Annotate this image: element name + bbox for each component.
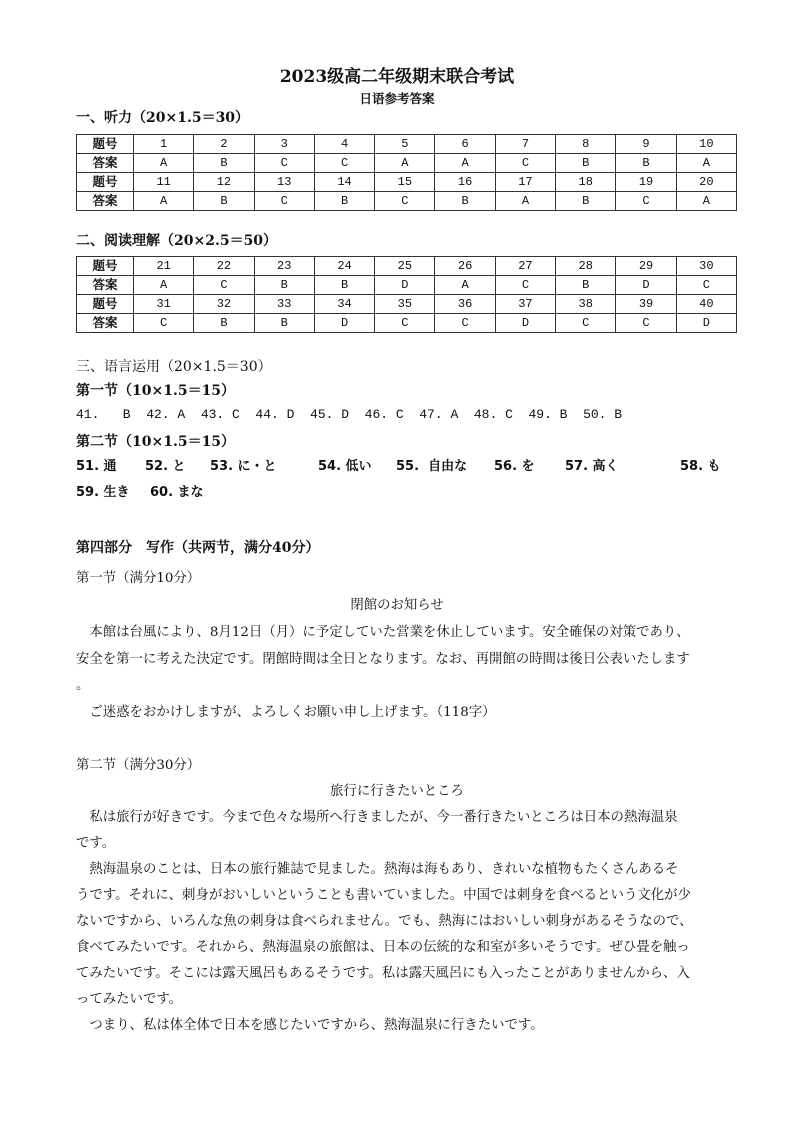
essay-line: です。 [76, 836, 116, 851]
question-number-cell: 36 [435, 295, 495, 314]
answer-cell: B [616, 154, 676, 173]
essay-line: ご迷惑をおかけしますが、よろしくお願い申し上げます。（118字） [76, 704, 496, 720]
essay-line: 。 [76, 678, 90, 693]
question-number-cell: 37 [495, 295, 555, 314]
question-number-cell: 5 [375, 135, 435, 154]
question-number-cell: 15 [375, 173, 435, 192]
row-label: 答案 [77, 154, 134, 173]
answer-cell: B [194, 154, 254, 173]
question-number-cell: 17 [495, 173, 555, 192]
part4-heading: 第四部分 写作（共两节，满分40分） [76, 540, 320, 556]
answer-cell: C [616, 314, 676, 333]
question-number-cell: 40 [676, 295, 736, 314]
writing-section2-essay-title: 旅行に行きたいところ [330, 784, 464, 799]
question-number-row [77, 295, 737, 314]
fill-in-answer: 58. も [680, 459, 721, 474]
row-label: 题号 [77, 295, 134, 314]
answer-cell: C [375, 314, 435, 333]
part2-heading: 二、阅读理解（20×2.5＝50） [76, 233, 278, 249]
row-label: 题号 [77, 173, 134, 192]
question-number-cell: 30 [676, 257, 736, 276]
essay-line: うです。それに、刺身がおいしいということも書いていました。中国では刺身を食べるという文化が少 [76, 888, 691, 903]
answer-cell: C [375, 192, 435, 211]
answer-cell: A [134, 192, 194, 211]
essay-line: 熱海温泉のことは、日本の旅行雑誌で見ました。熱海は海もあり、きれいな植物もたくさんあるそ [76, 862, 679, 877]
answer-cell: A [375, 154, 435, 173]
question-number-cell: 8 [556, 135, 616, 154]
question-number-cell: 32 [194, 295, 254, 314]
fill-in-answer: 52. と [145, 459, 186, 474]
answer-cell: A [134, 276, 194, 295]
answer-cell: C [495, 276, 555, 295]
question-number-cell: 23 [254, 257, 314, 276]
question-number-cell: 38 [556, 295, 616, 314]
question-number-cell: 9 [616, 135, 676, 154]
answer-cell: D [676, 314, 736, 333]
answer-cell: B [435, 192, 495, 211]
row-label: 题号 [77, 135, 134, 154]
writing-section1-essay-title: 閉館のお知らせ [350, 598, 444, 613]
answer-cell: D [495, 314, 555, 333]
question-number-cell: 29 [616, 257, 676, 276]
fill-in-answer: 59. 生き [76, 485, 130, 500]
part3-heading: 三、语言运用（20×1.5＝30） [76, 359, 272, 375]
answer-cell: B [556, 154, 616, 173]
essay-line: 私は旅行が好きです。今まで色々な場所へ行きましたが、今一番行きたいところは日本の熱海温泉 [76, 810, 678, 825]
part1-heading: 一、听力（20×1.5＝30） [76, 110, 250, 126]
answer-cell: C [676, 276, 736, 295]
row-label: 答案 [77, 314, 134, 333]
question-number-cell: 4 [314, 135, 374, 154]
question-number-row [77, 257, 737, 276]
question-number-cell: 33 [254, 295, 314, 314]
question-number-cell: 12 [194, 173, 254, 192]
answer-row [77, 314, 737, 333]
question-number-cell: 22 [194, 257, 254, 276]
question-number-cell: 1 [134, 135, 194, 154]
answer-cell: C [254, 192, 314, 211]
essay-line: 安全を第一に考えた決定です。閉館時間は全日となります。なお、再開館の時間は後日公表いたします [76, 651, 690, 667]
question-number-cell: 24 [314, 257, 374, 276]
answer-cell: D [616, 276, 676, 295]
question-number-cell: 28 [556, 257, 616, 276]
question-number-cell: 19 [616, 173, 676, 192]
writing-section2-heading: 第二节（满分30分） [76, 758, 201, 773]
row-label: 答案 [77, 276, 134, 295]
answer-cell: C [254, 154, 314, 173]
answer-cell: A [134, 154, 194, 173]
question-number-cell: 7 [495, 135, 555, 154]
question-number-cell: 25 [375, 257, 435, 276]
answer-cell: C [314, 154, 374, 173]
answer-cell: C [194, 276, 254, 295]
question-number-cell: 18 [556, 173, 616, 192]
question-number-cell: 2 [194, 135, 254, 154]
fill-in-answer: 53. に・と [210, 459, 277, 474]
fill-in-answer: 57. 高く [565, 459, 619, 474]
question-number-cell: 3 [254, 135, 314, 154]
row-label: 答案 [77, 192, 134, 211]
fill-in-answer: 56. を [494, 459, 535, 474]
document-subtitle: 日语参考答案 [359, 91, 435, 106]
answer-cell: B [254, 314, 314, 333]
answer-cell: D [375, 276, 435, 295]
fill-in-answer: 55. 自由な [396, 459, 468, 474]
writing-section1-heading: 第一节（满分10分） [76, 571, 201, 586]
question-number-cell: 20 [676, 173, 736, 192]
document-title: 2023级高二年级期末联合考试 [279, 67, 515, 87]
question-number-cell: 10 [676, 135, 736, 154]
answer-cell: A [435, 276, 495, 295]
essay-line: てみたいです。そこには露天風呂もあるそうです。私は露天風呂にも入ったことがありませんから、入 [76, 966, 690, 981]
answer-cell: B [556, 192, 616, 211]
question-number-cell: 13 [254, 173, 314, 192]
part1-answer-table [76, 134, 737, 211]
answer-cell: C [556, 314, 616, 333]
answer-row [77, 276, 737, 295]
question-number-cell: 39 [616, 295, 676, 314]
row-label: 题号 [77, 257, 134, 276]
answer-cell: B [314, 276, 374, 295]
fill-in-answer: 51. 通 [76, 459, 117, 474]
question-number-cell: 21 [134, 257, 194, 276]
part3-section2-heading: 第二节（10×1.5＝15） [76, 434, 236, 450]
question-number-cell: 11 [134, 173, 194, 192]
question-number-cell: 26 [435, 257, 495, 276]
question-number-cell: 6 [435, 135, 495, 154]
answer-cell: C [616, 192, 676, 211]
fill-in-answer: 54. 低い [318, 459, 372, 474]
answer-cell: C [134, 314, 194, 333]
question-number-row [77, 135, 737, 154]
question-number-cell: 27 [495, 257, 555, 276]
answer-cell: A [435, 154, 495, 173]
answer-cell: B [194, 192, 254, 211]
question-number-cell: 16 [435, 173, 495, 192]
answer-row [77, 192, 737, 211]
answer-cell: A [676, 192, 736, 211]
part3-section1-answers: 41. B 42. A 43. C 44. D 45. D 46. C 47. A 48. C 49. B 50. B [76, 407, 623, 422]
essay-line: つまり、私は体全体で日本を感じたいですから、熱海温泉に行きたいです。 [76, 1018, 544, 1033]
essay-line: 本館は台風により、8月12日（月）に予定していた営業を休止しています。安全確保の対策であり、 [76, 625, 690, 640]
essay-line: ないですから、いろんな魚の刺身は食べられません。でも、熱海にはおいしい刺身があるそうなので、 [76, 914, 693, 929]
question-number-row [77, 173, 737, 192]
essay-line: 食べてみたいです。それから、熱海温泉の旅館は、日本の伝統的な和室が多いそうです。ぜひ畳を触っ [76, 940, 690, 955]
answer-cell: D [314, 314, 374, 333]
answer-cell: A [676, 154, 736, 173]
question-number-cell: 31 [134, 295, 194, 314]
answer-cell: A [495, 192, 555, 211]
question-number-cell: 34 [314, 295, 374, 314]
part2-answer-table [76, 256, 737, 333]
essay-line: ってみたいです。 [76, 992, 183, 1007]
answer-cell: B [556, 276, 616, 295]
answer-cell: C [435, 314, 495, 333]
part3-section1-heading: 第一节（10×1.5＝15） [76, 383, 236, 399]
answer-cell: C [495, 154, 555, 173]
fill-in-answer: 60. まな [150, 485, 204, 500]
question-number-cell: 14 [314, 173, 374, 192]
answer-cell: B [254, 276, 314, 295]
answer-row [77, 154, 737, 173]
answer-cell: B [314, 192, 374, 211]
question-number-cell: 35 [375, 295, 435, 314]
answer-cell: B [194, 314, 254, 333]
